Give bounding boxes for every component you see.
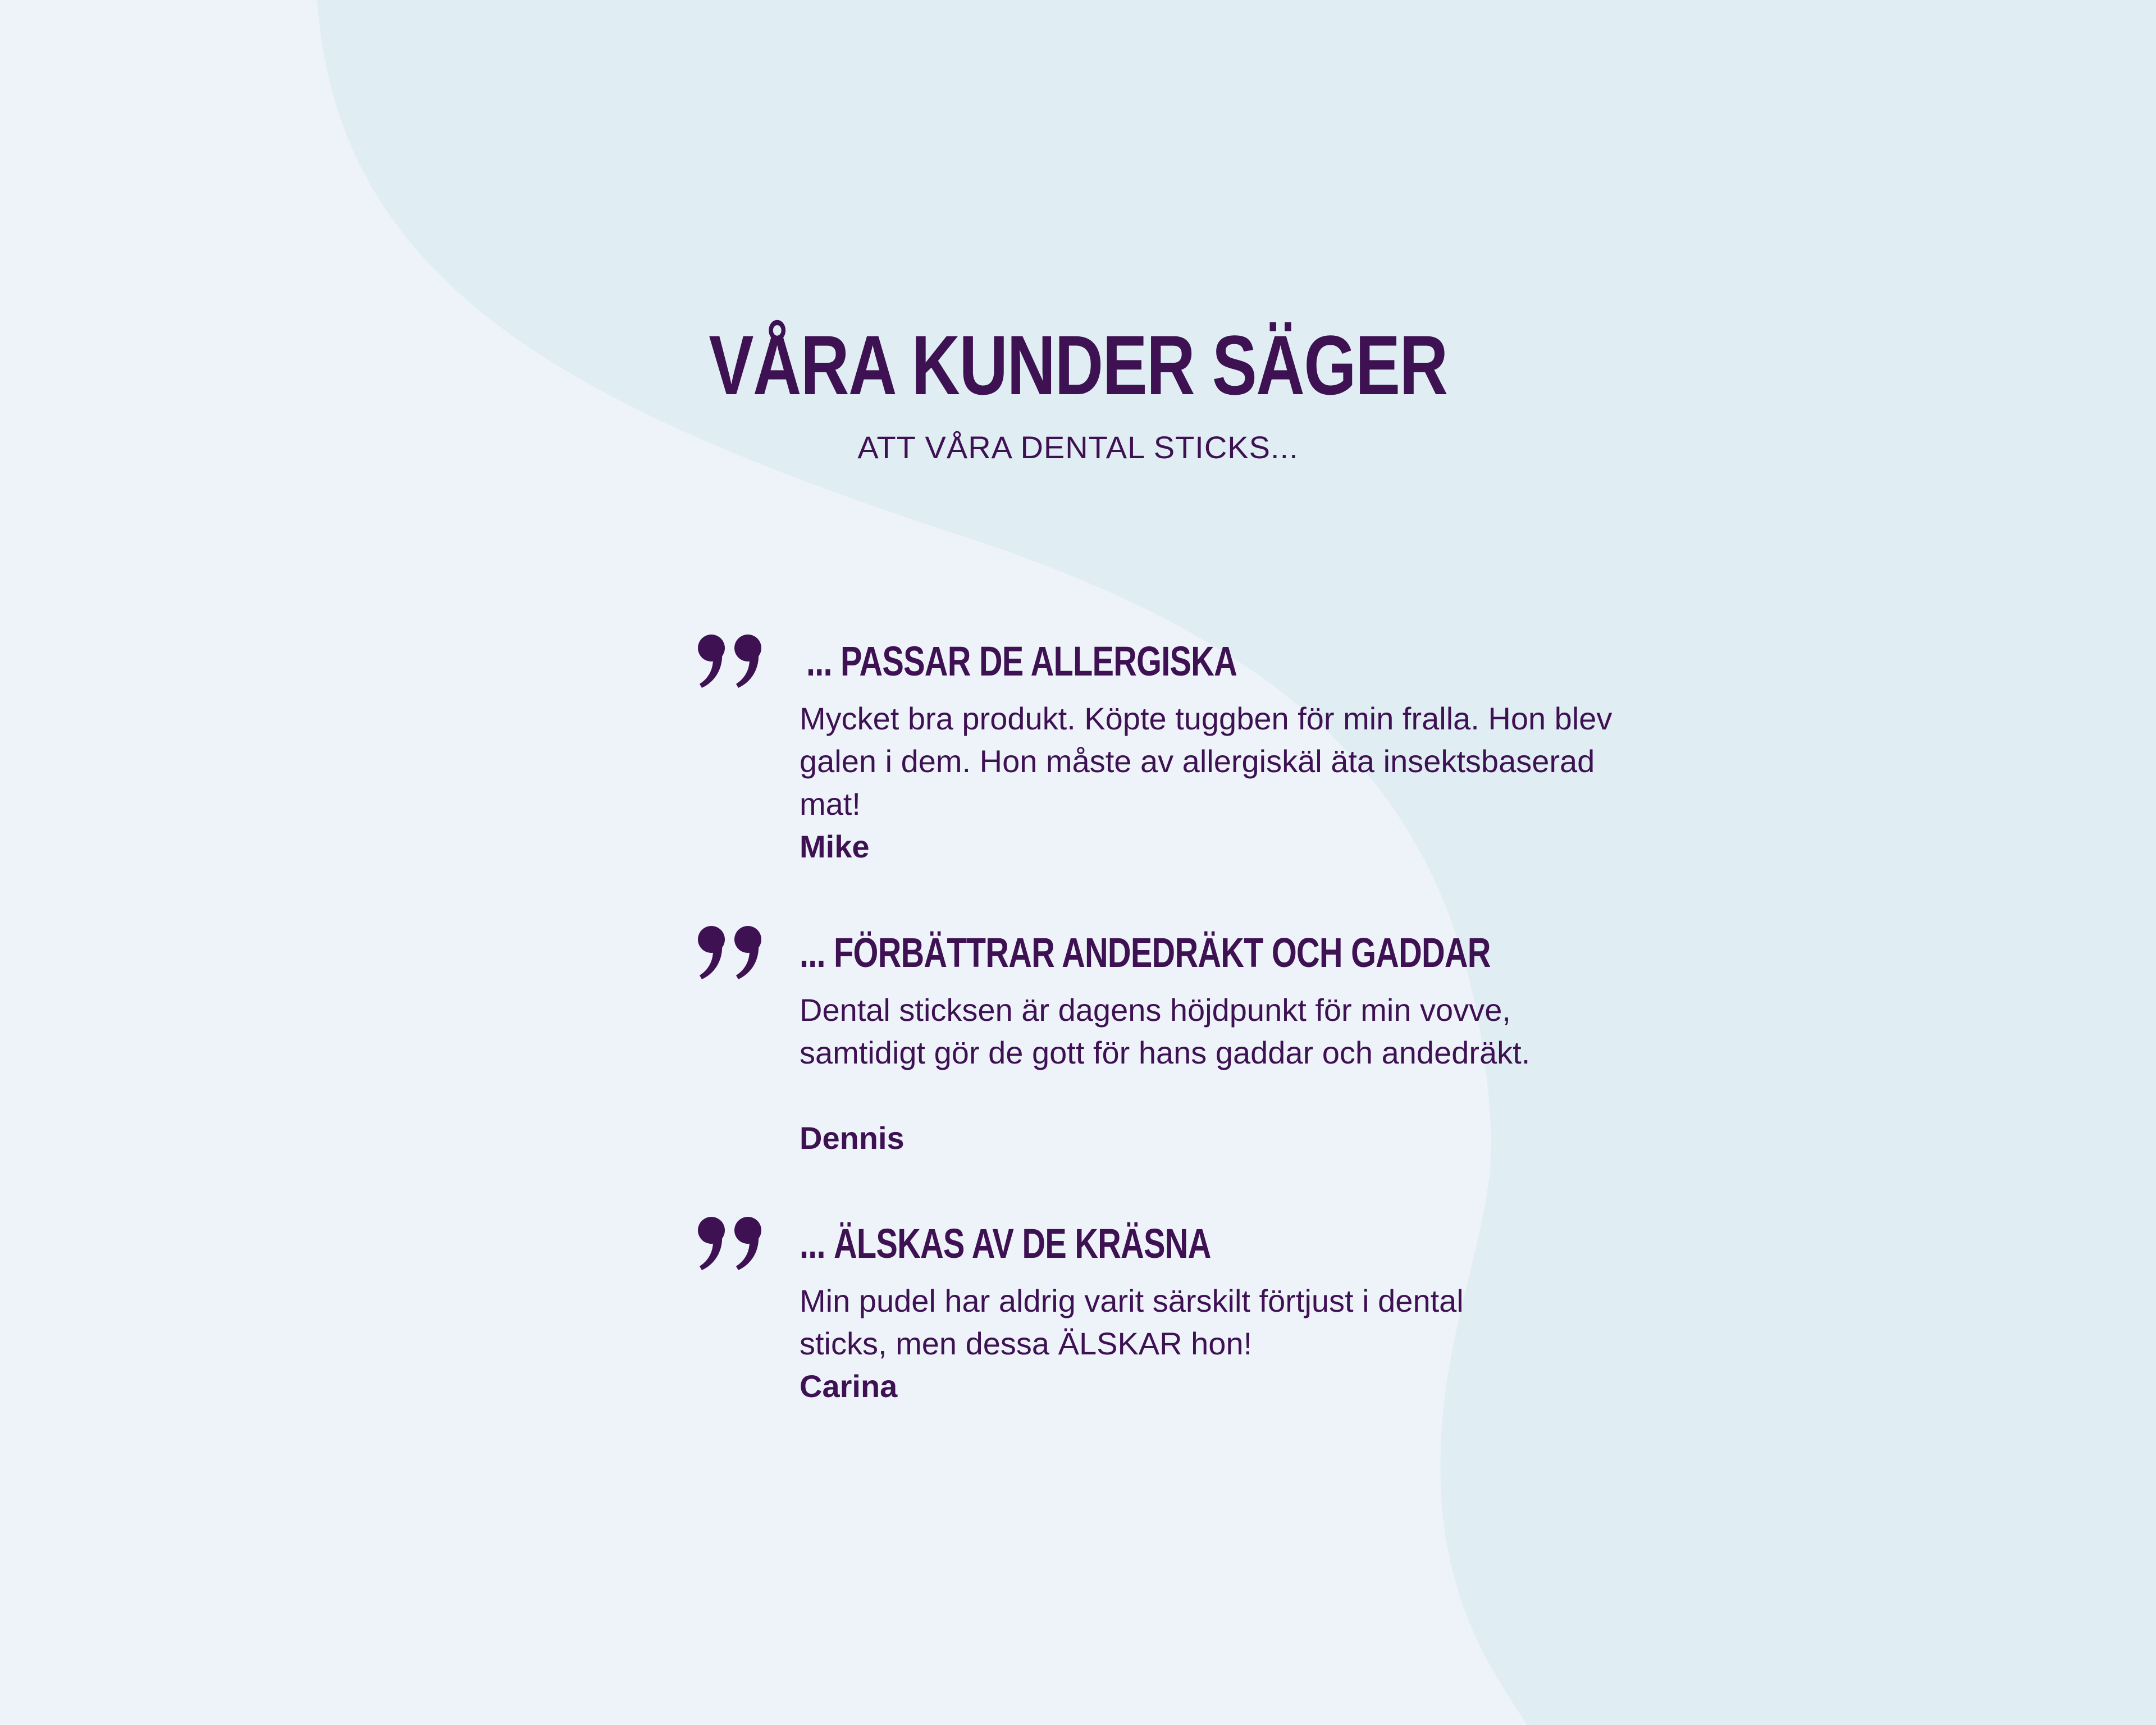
page-title: VÅRA KUNDER SÄGER	[709, 318, 1447, 412]
testimonial-text: Min pudel har aldrig varit särskilt förtjust i dental sticks, men dessa ÄLSKAR hon!	[800, 1283, 1464, 1361]
testimonial-text: Mycket bra produkt. Köpte tuggben för min fralla. Hon blev galen i dem. Hon måste av allergiskäl äta insektsbaserad mat!	[800, 701, 1613, 822]
testimonial-title: ... FÖRBÄTTRAR ANDEDRÄKT OCH GADDAR	[800, 929, 1491, 976]
testimonial-card	[696, 925, 1651, 1172]
quote-icon	[696, 1216, 766, 1272]
page-subtitle: ATT VÅRA DENTAL STICKS...	[857, 430, 1299, 465]
testimonial-author: Dennis	[800, 1120, 905, 1156]
testimonial-title: ... PASSAR DE ALLERGISKA	[806, 638, 1237, 684]
quote-icon	[696, 633, 766, 690]
testimonial-card	[696, 1216, 1651, 1429]
quote-icon	[696, 925, 766, 981]
testimonial-card	[696, 633, 1651, 880]
testimonial-title: ... ÄLSKAS AV DE KRÄSNA	[800, 1220, 1211, 1267]
testimonial-text: Dental sticksen är dagens höjdpunkt för min vovve, samtidigt gör de gott för hans gaddar och andedräkt.	[800, 992, 1531, 1070]
testimonial-author: Mike	[800, 829, 870, 864]
testimonial-author: Carina	[800, 1368, 898, 1404]
